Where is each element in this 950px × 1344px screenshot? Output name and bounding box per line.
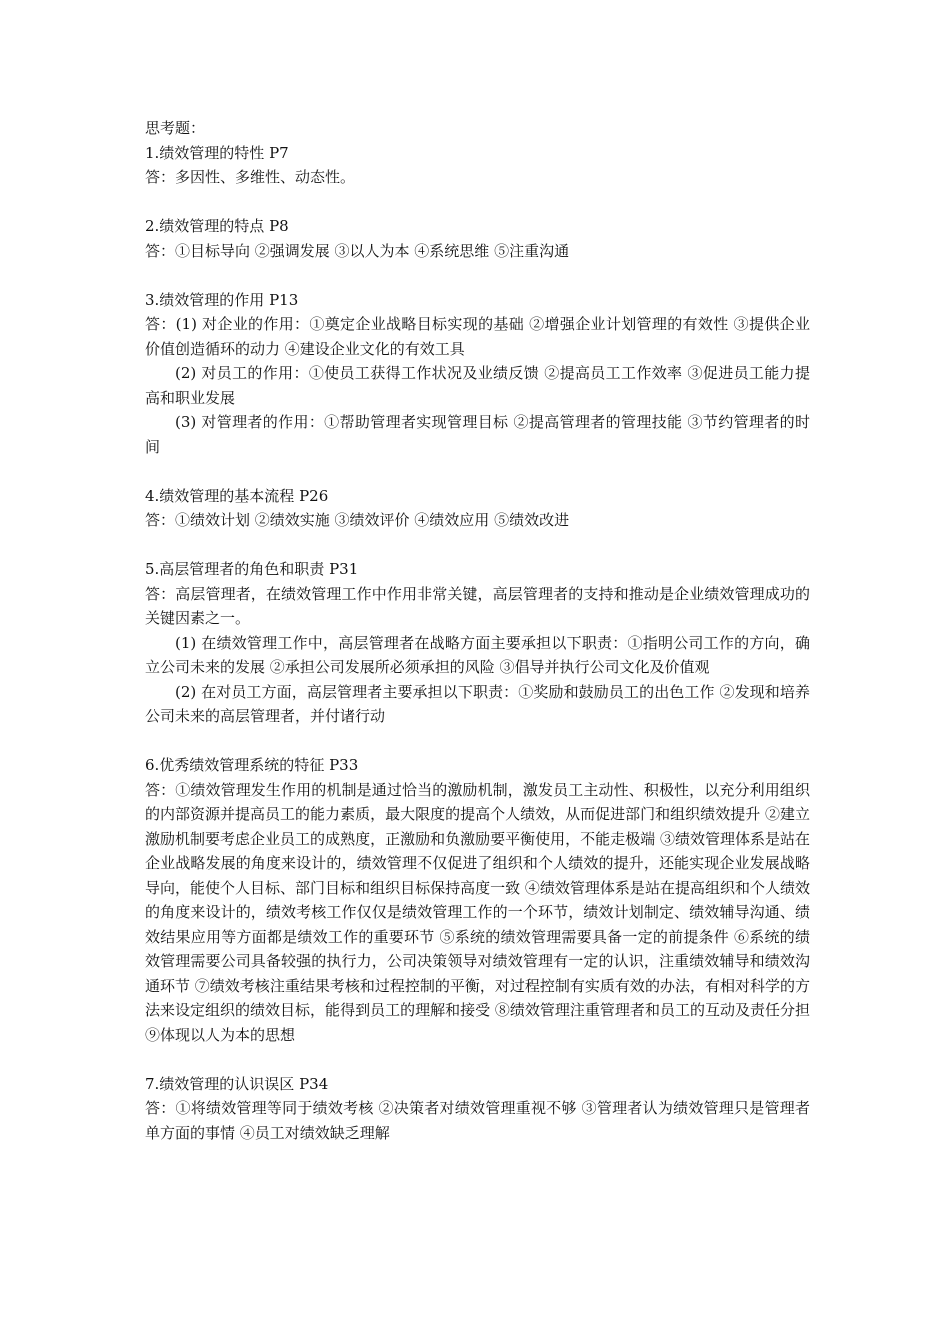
spacer <box>145 729 810 754</box>
q3-heading: 3.绩效管理的作用 P13 <box>145 290 299 309</box>
q5-answer-3: (2) 在对员工方面，高层管理者主要承担以下职责：①奖励和鼓励员工的出色工作 ②发现和培养公司未来的高层管理者，并付诸行动 <box>145 682 810 725</box>
q4-answer: 答：①绩效计划 ②绩效实施 ③绩效评价 ④绩效应用 ⑤绩效改进 <box>145 511 570 529</box>
q3-answer-2: (2) 对员工的作用：①使员工获得工作状况及业绩反馈 ②提高员工工作效率 ③促进员工能力提高和职业发展 <box>145 364 810 407</box>
spacer <box>145 533 810 558</box>
spacer <box>145 190 810 215</box>
q7-answer: 答：①将绩效管理等同于绩效考核 ②决策者对绩效管理重视不够 ③管理者认为绩效管理只是管理者单方面的事情 ④员工对绩效缺乏理解 <box>145 1099 810 1142</box>
spacer <box>145 459 810 484</box>
q2-heading: 2.绩效管理的特点 P8 <box>145 217 289 235</box>
spacer <box>145 263 810 288</box>
q6-heading: 6.优秀绩效管理系统的特征 P33 <box>145 756 359 774</box>
doc-title: 思考题： <box>145 119 206 137</box>
document-body <box>145 116 810 1145</box>
q5-heading: 5.高层管理者的角色和职责 P31 <box>145 560 359 578</box>
q7-heading: 7.绩效管理的认识误区 P34 <box>145 1074 329 1093</box>
q6-answer: 答：①绩效管理发生作用的机制是通过恰当的激励机制，激发员工主动性、积极性，以充分利用组织的内部资源并提高员工的能力素质，最大限度的提高个人绩效，从而促进部门和组织绩效提升 ②建立激励机制要考虑企业员工的成熟度，正激励和负激励要平衡使用，不能走极端 ③绩效管理体系是站在企业战略发展的角度来设计的，绩效管理不仅促进了组织和个人绩效的提升，还能实现企业发展战略导向，能使个人目标、部门目标和组织目标保持高度一致 ④绩效管理体系是站在提高组织和个人绩效的角度来设计的，绩效考核工作仅仅是绩效管理工作的一个环节，绩效计划制定、绩效辅导沟通、绩效结果应用等方面都是绩效工作的重要环节 ⑤系统的绩效管理需要具备一定的前提条件 ⑥系统的绩效管理需要公司具备较强的执行力，公司决策领导对绩效管理有一定的认识，注重绩效辅导和绩效沟通环节 ⑦绩效考核注重结果考核和过程控制的平衡，对过程控制有实质有效的办法，有相对科学的方法来设定组织的绩效目标，能得到员工的理解和接受 ⑧绩效管理注重管理者和员工的互动及责任分担 ⑨体现以人为本的思想 <box>145 780 810 1044</box>
q1-heading: 1.绩效管理的特性 P7 <box>145 143 289 162</box>
spacer <box>145 1047 810 1072</box>
q5-answer-2: (1) 在绩效管理工作中，高层管理者在战略方面主要承担以下职责：①指明公司工作的方向，确立公司未来的发展 ②承担公司发展所必须承担的风险 ③倡导并执行公司文化及价值观 <box>145 633 810 676</box>
q2-answer: 答：①目标导向 ②强调发展 ③以人为本 ④系统思维 ⑤注重沟通 <box>145 241 570 260</box>
q1-answer: 答：多因性、多维性、动态性。 <box>145 168 356 186</box>
q3-answer-1: 答：(1) 对企业的作用：①奠定企业战略目标实现的基础 ②增强企业计划管理的有效性 ③提供企业价值创造循环的动力 ④建设企业文化的有效工具 <box>145 315 810 358</box>
q5-answer-1: 答：高层管理者，在绩效管理工作中作用非常关键，高层管理者的支持和推动是企业绩效管理成功的关键因素之一。 <box>145 584 810 627</box>
q4-heading: 4.绩效管理的基本流程 P26 <box>145 486 329 505</box>
q3-answer-3: (3) 对管理者的作用：①帮助管理者实现管理目标 ②提高管理者的管理技能 ③节约管理者的时间 <box>145 413 810 456</box>
